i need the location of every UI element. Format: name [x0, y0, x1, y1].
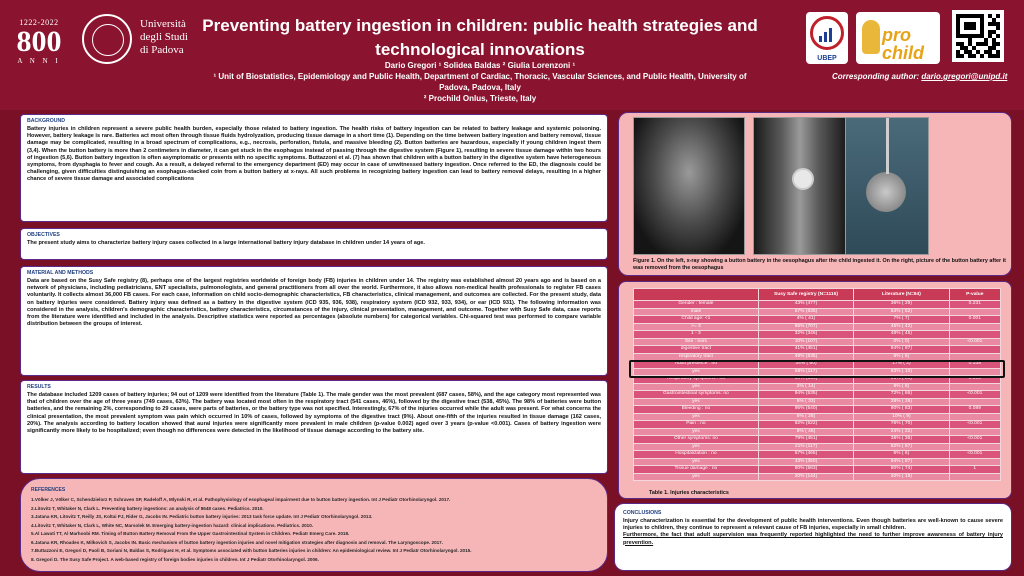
table-cell: yes	[634, 383, 759, 391]
table-cell: 64% ( 52)	[854, 308, 949, 316]
reference-item: 4.Litovitz T, Whitaker N, Clark L, White NC, Marsolek M. Emerging battery-ingestion hazard: clinical implications. Pediatrics. 2010.	[31, 522, 314, 528]
qr-code-grid	[956, 14, 1000, 58]
table-cell: 92% (522)	[758, 421, 853, 429]
table-cell: 83% ( 10)	[854, 368, 949, 376]
table-row	[634, 443, 1001, 451]
table-cell: 34% ( 60)	[758, 361, 853, 369]
table-row	[634, 458, 1001, 466]
table-cell: 65% (707)	[758, 323, 853, 331]
table-cell: 4% ( 41)	[758, 316, 853, 324]
table-cell: 0.231	[949, 301, 1000, 309]
reference-item: 5.Al Lawati TT, Al Marhoobi RM. Timing of Button Battery Removal From the Upper Gastrointestinal System in Children. Pediatr Emerg Care. 2018.	[31, 531, 350, 536]
table-cell: 45% ( 42)	[854, 323, 949, 331]
table-row	[634, 383, 1001, 391]
table-cell: yes	[634, 473, 759, 481]
references-heading: REFERENCES	[31, 487, 66, 493]
table-row	[634, 346, 1001, 354]
table-cell: 17% ( 2)	[854, 361, 949, 369]
table-cell: yes	[634, 398, 759, 406]
table-cell: digestive tract	[634, 346, 759, 354]
table-cell: Pain : no	[634, 421, 759, 429]
table-header-row	[634, 289, 1001, 301]
reference-item: 7.Buttazzoni E, Gregori D, Paoli B, Soriani N, Baldas S, Rodriguez H, et al. Symptoms associated with button batteries injuries in children: An epidemiological review. Int J Pediatr Otorhinolaryngol. 2015.	[31, 548, 472, 553]
table-row	[634, 406, 1001, 414]
table-cell: 57% (465)	[758, 451, 853, 459]
battery-shadow-icon	[792, 168, 814, 190]
affiliation-2: ² Prochild Onlus, Trieste, Italy	[423, 94, 537, 103]
table-cell: 57% (635)	[758, 308, 853, 316]
results-heading: RESULTS	[27, 384, 51, 390]
table-cell: 8% ( 46)	[758, 428, 853, 436]
table-cell: 6% ( 6)	[854, 353, 949, 361]
injuries-table	[633, 288, 1001, 481]
table-cell: 24% ( 22)	[854, 428, 949, 436]
anniversary-years: 1222-2022	[19, 18, 59, 27]
table-row	[634, 428, 1001, 436]
table-cell	[949, 413, 1000, 421]
anniversary-logo	[6, 18, 72, 70]
table-cell	[949, 443, 1000, 451]
author-names: Dario Gregori ¹ Solidea Baldas ² Giulia Lorenzoni ¹	[384, 61, 576, 70]
prochild-label: pro child	[882, 25, 925, 63]
table-row	[634, 301, 1001, 309]
conclusions-text-2: Furthermore, the fact that adult supervision was frequently reported highlighted the need to further improve awareness of battery injury prevention.	[623, 532, 1003, 546]
table-cell: Other symptoms: no	[634, 436, 759, 444]
table-header-cell	[634, 289, 759, 301]
corresponding-email-link[interactable]: dario.gregori@unipd.it	[921, 72, 1008, 81]
table-cell: 49% (535)	[758, 353, 853, 361]
university-line-3: di Padova	[140, 44, 184, 56]
table-row	[634, 436, 1001, 444]
table-cell: respiratory tract	[634, 353, 759, 361]
table-cell	[949, 398, 1000, 406]
methods-text: Data are based on the Susy Safe registry (8), perhaps one of the largest registries worldwide of foreign body (FB) injuries in children under 14. The registry was established almost 20 years ago and is based on a network of physicians, including pediatricians, ENT specialists, pulmonologists, and general practitioners from all over the world. Furthermore, it also allows non-medical health professionals to register FB cases voluntarily. It collects almost 36,000 FB cases. For each case, information on child socio-demographic characteristics, FB characteristics, clinical management, and outcomes are collected. For the present study, data on battery injuries were considered. Battery injury was defined as a battery in the digestive system (ICD 935, 936, 938), respiratory system (ICD 932, 933, 934), or ear (ICD 931). The following information was considered in the analysis, children's demographic characteristics, battery characteristics, circumstances of the injury, clinical presentation, management, and outcome. Together with Susy Safe data, case reports from the literature were identified and included in the analysis. Descriptive statistics were reported as percentages (absolute numbers) for categorical variables. Chi-squared test was performed to compare variable distribution between the groups of interest.	[27, 278, 601, 328]
table-cell	[949, 308, 1000, 316]
table-cell: 91% ( 84)	[854, 376, 949, 384]
table-cell: 7% ( 7)	[854, 316, 949, 324]
conclusions-text-1: Injury characterization is essential for the development of public health interventions. Even though batteries are well-known to cause severe injuries to children, they continue to represent a relevant cause of FB injuries, especially in small children.	[623, 518, 1003, 532]
table-cell	[949, 323, 1000, 331]
table-row	[634, 316, 1001, 324]
table-row	[634, 331, 1001, 339]
anniversary-number: 800	[16, 25, 62, 58]
table-cell: 0.006	[949, 376, 1000, 384]
table-cell: <0.001	[949, 421, 1000, 429]
university-line-1: Università	[140, 18, 186, 30]
table-cell: male	[634, 308, 759, 316]
table-cell: yes	[634, 368, 759, 376]
author-block	[200, 60, 760, 104]
table-cell: 2% ( 14)	[758, 383, 853, 391]
university-seal-icon	[82, 14, 132, 64]
reference-item: 1.Völker J, Völker C, Schendzielorz P, Schraven SP, Radeloff A, Mlynski R, et al. Pathophysiology of esophageal impairment due to button battery ingestion. Int J Pediatr Otorhinolaryngol. 2017.	[31, 497, 451, 502]
xray-chest-image	[633, 117, 745, 255]
table-cell: <0.001	[949, 391, 1000, 399]
table-panel	[618, 281, 1012, 499]
table-cell: 10% (107)	[758, 338, 853, 346]
button-battery-icon	[866, 172, 906, 212]
affiliation-1: ¹ Unit of Biostatistics, Epidemiology and Public Health, Department of Cardiac, Thoracic, Vascular Sciences, and Public Health, University of Padova, Padova, Italy	[213, 72, 747, 92]
table-cell: 94% ( 87)	[854, 458, 949, 466]
background-panel	[20, 114, 608, 222]
conclusions-panel	[614, 503, 1012, 571]
table-cell: Hospitalization : no	[634, 451, 759, 459]
corresponding-label: Corresponding author:	[832, 72, 920, 81]
table-cell	[949, 458, 1000, 466]
figure-panel	[618, 112, 1012, 276]
table-cell	[949, 428, 1000, 436]
table-header-cell: Literature (N=94)	[854, 289, 949, 301]
table-cell: 38% ( 35)	[854, 436, 949, 444]
references-panel	[20, 478, 608, 572]
table-row	[634, 308, 1001, 316]
results-panel	[20, 380, 608, 474]
table-row	[634, 323, 1001, 331]
table-cell: 1 - 3	[634, 331, 759, 339]
table-row	[634, 338, 1001, 346]
table-cell: 10% ( 9)	[854, 413, 949, 421]
table-cell: 0% ( 0)	[854, 338, 949, 346]
table-cell: 94% ( 87)	[854, 346, 949, 354]
table-cell: 6% ( 6)	[854, 451, 949, 459]
table-cell: yes	[634, 458, 759, 466]
table-cell: 41% (451)	[758, 346, 853, 354]
objectives-text: The present study aims to characterize battery injury cases collected in a large international battery injury database in children under 14 years of age.	[27, 240, 425, 246]
table-cell: Respiratory symptoms : no	[634, 376, 759, 384]
table-cell: Tissue damage : no	[634, 466, 759, 474]
removed-battery-photo	[845, 117, 929, 255]
objectives-panel	[20, 228, 608, 260]
table-cell: yes	[634, 428, 759, 436]
conclusions-heading: CONCLUSIONS	[623, 510, 662, 516]
table-cell: 48% ( 45)	[854, 331, 949, 339]
table-cell: 6% ( 33)	[758, 398, 853, 406]
table-cell: Site : ears	[634, 338, 759, 346]
table-cell: 28% ( 26)	[854, 398, 949, 406]
university-name	[140, 18, 188, 57]
table-cell: 66% (117)	[758, 368, 853, 376]
table-cell: 72% ( 66)	[854, 391, 949, 399]
table-cell	[949, 473, 1000, 481]
table-cell: yes	[634, 443, 759, 451]
table-cell: 0.338	[949, 361, 1000, 369]
table-cell	[949, 383, 1000, 391]
reference-item: 3.Jatana KR, Litovitz T, Reilly JS, Koltai PJ, Rider G, Jacobs IN. Pediatric button battery injuries: 2013 task force update. Int J Pediatr Otorhinolaryngol. 2013.	[31, 514, 373, 519]
table-row	[634, 421, 1001, 429]
table-cell: 43% (350)	[758, 458, 853, 466]
table-cell: 0.089	[949, 406, 1000, 414]
table-cell: 0.001	[949, 316, 1000, 324]
table-cell: 80% (583)	[758, 466, 853, 474]
table-cell: Gender : female	[634, 301, 759, 309]
prochild-logo	[856, 12, 940, 64]
table-cell: Adult presence : no	[634, 361, 759, 369]
table-row	[634, 398, 1001, 406]
figure-caption: Figure 1. On the left, x-ray showing a button battery in the oesophagus after the child ingested it. On the right, picture of the button battery after it was removed from the oesophagus	[633, 258, 1006, 271]
table-cell: >= 3	[634, 323, 759, 331]
prochild-hand-icon	[862, 20, 880, 54]
table-cell: Bleeding : no	[634, 406, 759, 414]
adult-presence-highlight	[629, 360, 1005, 378]
background-heading: BACKGROUND	[27, 118, 66, 124]
table-cell: 20% ( 18)	[854, 473, 949, 481]
qr-code-icon[interactable]	[952, 10, 1004, 62]
background-text: Battery injuries in children represent a severe public health burden, especially those related to battery ingestion. The health risks of battery ingestion can be related to battery leakage and systemic poisoning. However, battery leakage is rare. Batteries act most often through tissue fluids hydrolyzation, producing tissue damage in a short time (1). Depending on the time between battery ingestion and battery removal, tissue damage may be complicated, resulting in a broad spectrum of complications, e.g., necrosis, perforation, fistula, and massive bleeding (2). Button batteries are hazardous, especially if young children ingest them (3,4). When the button battery is more than 2 centimeters in diameter, it can get stuck in the esophagus instead of passing through the digestive system (Figure 1), resulting in severe tissue damage within two hours of ingestion (5,6). Button battery ingestion is often asymptomatic or presents with no specific symptoms. Buttazzoni et al. (7) has shown that children with a button battery in the digestive system have heterogeneous symptoms, from dysphagia to fever and cough. As a result, a delayed referral to the emergency department (ED) may occur in case of unwitnessed battery ingestion. Once referred to the ED, the diagnosis could be challenging, given difficulties distinguishing an esophagus-stacked coin from a button battery at x-rays. All such problems in recognizing battery ingestion can lead to battery removal delays, resulting in a higher chance of severe tissue damage and associated complications	[27, 126, 601, 183]
table-wrapper	[633, 288, 1001, 481]
results-text: The database included 1209 cases of battery injuries; 94 out of 1209 were identified from the literature (Table 1). The male gender was the most prevalent (687 cases, 58%), and the age category most represented was that of children over the age of three years (749 cases, 63%). The battery was located most often in the respiratory tract (541 cases, 46%), followed by the digestive tract (538, 45%). The 98% of batteries were button batteries, and the remaining 2%, corresponding to 29 cases, were parts of batteries, or the battery type was not specified. Interestingly, 67% of the injuries occurred while the adult was present. For what concerns the clinical presentation, the most prevalent symptom was pain which occurred in 10% of cases, followed by symptoms of the digestive tract (9%). About one-fifth of the injuries resulted in tissue damage (162 cases, 20%). The analysis according to battery location showed that aural injuries were significantly more prevalent in male children (p-value 0.002) aged over 3 years (p-value <0.001). Cases of battery ingestion were significantly more likely to be hospitalized; even though no differences were detected in the likelihood of tissue damage according to the battery site.	[27, 392, 601, 435]
table-header-cell: P-value	[949, 289, 1000, 301]
xray-neck-image	[753, 117, 847, 255]
reference-item: 2.Litovitz T, Whitaker N, Clark L. Preventing battery ingestions: an analysis of 8648 cases. Pediatrics. 2010.	[31, 505, 264, 511]
table-cell: 36% ( 29)	[854, 301, 949, 309]
table-cell: Child age: <1	[634, 316, 759, 324]
table-cell: 90% ( 83)	[854, 406, 949, 414]
table-cell: Gastrointestinal symptoms: no	[634, 391, 759, 399]
methods-panel	[20, 266, 608, 376]
ubep-logo	[806, 12, 848, 64]
ubep-label: UBEP	[817, 55, 837, 62]
table-cell: 20% (144)	[758, 473, 853, 481]
table-cell: 79% (451)	[758, 436, 853, 444]
table-cell: yes	[634, 413, 759, 421]
table-header-cell: Susy Safe registry (N=1115)	[758, 289, 853, 301]
forceps-icon	[886, 118, 889, 174]
table-row	[634, 391, 1001, 399]
table-row	[634, 466, 1001, 474]
table-cell: <0.001	[949, 451, 1000, 459]
table-cell: 5% ( 28)	[758, 413, 853, 421]
table-caption: Table 1. Injuries characteristics	[649, 490, 729, 496]
objectives-heading: OBJECTIVES	[27, 232, 60, 238]
table-cell: 94% (535)	[758, 391, 853, 399]
table-cell: 76% ( 70)	[854, 421, 949, 429]
table-cell: 21% (117)	[758, 443, 853, 451]
poster-title: Preventing battery ingestion in children: public health strategies and technological innovations	[202, 16, 758, 59]
table-row	[634, 451, 1001, 459]
reference-item: 6.Jatana KR, Rhoades K, Milkovich S, Jacobs IN. Basic mechanism of button battery ingestion injuries and novel mitigation strategies after diagnosis and removal. The Laryngoscope. 2017.	[31, 539, 444, 545]
table-cell: 62% ( 57)	[854, 443, 949, 451]
table-cell: 95% (540)	[758, 406, 853, 414]
table-cell: 43% (477)	[758, 301, 853, 309]
table-cell: 9% ( 8)	[854, 383, 949, 391]
table-cell: 80% ( 74)	[854, 466, 949, 474]
methods-heading: MATERIAL AND METHODS	[27, 270, 94, 276]
anniversary-word: A N N I	[17, 57, 61, 65]
table-cell: <0.001	[949, 338, 1000, 346]
table-cell: 98% (554)	[758, 376, 853, 384]
corresponding-author	[832, 72, 1007, 81]
table-cell: 32% (346)	[758, 331, 853, 339]
table-row	[634, 413, 1001, 421]
table-cell: <0.001	[949, 436, 1000, 444]
university-line-2: degli Studi	[140, 31, 188, 43]
table-row	[634, 473, 1001, 481]
reference-item: 8. Gregori D. The Susy Safe Project. A web-based registry of foreign bodies injuries in children. Int J Pediatr Otorhinolaryngol. 2006.	[31, 556, 319, 562]
ubep-bars-icon	[819, 26, 835, 42]
table-cell	[949, 331, 1000, 339]
table-cell	[949, 346, 1000, 354]
table-cell: 1	[949, 466, 1000, 474]
